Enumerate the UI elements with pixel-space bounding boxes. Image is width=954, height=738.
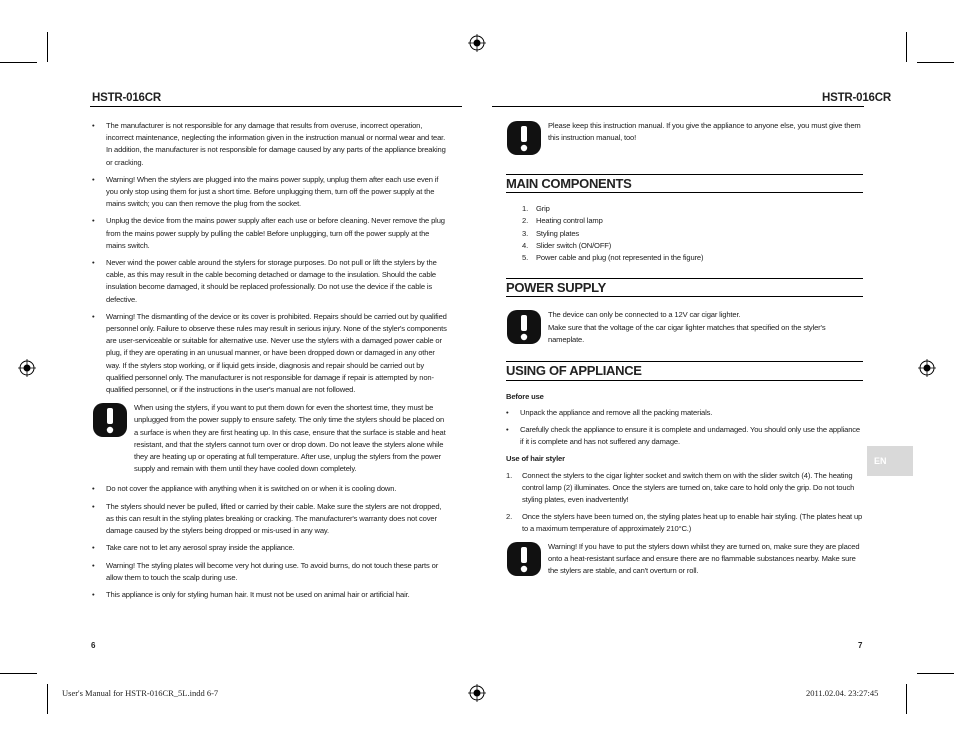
header-rule-right bbox=[492, 106, 864, 107]
list-item: • Warning! When the stylers are plugged into the mains power supply, unplug them after each use even if you only stop using them for just a short time. Before unplugging them, turn off the power supply at the mains switch; you can then remove the plug from the socket. bbox=[92, 174, 448, 211]
steps-list bbox=[506, 470, 863, 536]
crop-mark bbox=[47, 32, 48, 62]
components-list bbox=[506, 203, 863, 264]
page-header-model-left: HSTR-016CR bbox=[92, 92, 161, 104]
warning-text: Please keep this instruction manual. If you give the appliance to anyone else, you must give them this instruction manual, too! bbox=[548, 121, 861, 143]
crop-mark bbox=[0, 673, 37, 674]
crop-mark bbox=[47, 684, 48, 714]
footer-timestamp: 2011.02.04. 23:27:45 bbox=[806, 688, 879, 698]
exclamation-icon bbox=[506, 309, 542, 345]
warning-note bbox=[506, 541, 863, 581]
section-heading-main-components: MAIN COMPONENTS bbox=[506, 174, 863, 193]
subheading-use-of-hair-styler: Use of hair styler bbox=[506, 454, 565, 464]
warning-note bbox=[506, 309, 863, 349]
list-item: • Warning! The dismantling of the device or its cover is prohibited. Repairs should be carried out by qualified personnel only. Failure to observe these rules may result in serious injury. None of the styler's components are user-serviceable or suitable for alternative use. Never use the stylers with a damaged power cable or plug, if they are operating in an unusual manner, or have been dropped down or damaged in any other way. If the stylers stop working, or if liquid gets inside, diagnosis and repair should be carried out by qualified personnel only. The manufacturer is not responsible for damage if repair is attempted by non-qualified personnel, or if the instructions in the user's manual are not followed. bbox=[92, 311, 448, 396]
list-item: 3. Styling plates bbox=[522, 228, 580, 238]
page-header-model-right: HSTR-016CR bbox=[822, 92, 891, 104]
list-item: 4. Slider switch (ON/OFF) bbox=[522, 240, 612, 250]
list-item: 2. Once the stylers have been turned on, the styling plates heat up to enable hair styling. (The plates heat up to a maximum temperature of approximately 210°C.) bbox=[506, 512, 863, 534]
exclamation-icon bbox=[506, 541, 542, 577]
crop-mark bbox=[906, 32, 907, 62]
language-tab: EN bbox=[867, 446, 913, 476]
warning-text: Warning! If you have to put the stylers down whilst they are turned on, make sure they are placed onto a heat-resistant surface and ensure there are no flammable substances nearby. Make sure the stylers are stable, and can't overturn or roll. bbox=[548, 541, 860, 576]
registration-mark-icon bbox=[18, 359, 36, 377]
list-item: • Take care not to let any aerosol spray inside the appliance. bbox=[92, 542, 448, 554]
section-heading-power-supply: POWER SUPPLY bbox=[506, 278, 863, 297]
footer-file-info: User's Manual for HSTR-016CR_5L.indd 6-7 bbox=[62, 688, 219, 698]
crop-mark bbox=[917, 62, 954, 63]
list-item: • Carefully check the appliance to ensure it is complete and undamaged. You should only use the appliance if it is complete and has not suffered any damage. bbox=[506, 424, 863, 448]
warning-text: Make sure that the voltage of the car cigar lighter matches that specified on the styler's nameplate. bbox=[548, 322, 826, 344]
list-item: 1. Connect the stylers to the cigar lighter socket and switch them on with the slider switch (4). The heating control lamp (2) illuminates. Once the stylers are turned on, take care to hold only the grip. Do not touch styling plates, even inadvertently! bbox=[506, 470, 855, 505]
list-item: 1. Grip bbox=[522, 204, 550, 214]
crop-mark bbox=[906, 684, 907, 714]
warning-note bbox=[92, 402, 448, 475]
list-item: 5. Power cable and plug (not represented in the figure) bbox=[522, 253, 704, 263]
registration-mark-icon bbox=[468, 684, 486, 702]
list-item: • Do not cover the appliance with anything when it is switched on or when it is cooling down. bbox=[92, 483, 448, 495]
warning-note bbox=[506, 120, 863, 160]
list-item: • Unplug the device from the mains power supply after each use or before cleaning. Never remove the plug from the mains power supply by pulling the cable! Before unplugging, turn off the power supply at the mains switch. bbox=[92, 215, 448, 252]
section-heading-using-appliance: USING OF APPLIANCE bbox=[506, 361, 863, 380]
exclamation-icon bbox=[506, 120, 542, 156]
warning-text: The device can only be connected to a 12V car cigar lighter. bbox=[548, 310, 741, 320]
page-number-left: 6 bbox=[91, 641, 96, 650]
left-column bbox=[92, 120, 448, 606]
list-item: 2. Heating control lamp bbox=[522, 216, 603, 226]
crop-mark bbox=[0, 62, 37, 63]
registration-mark-icon bbox=[918, 359, 936, 377]
warning-text: When using the stylers, if you want to put them down for even the shortest time, they must be unplugged from the power supply to ensure safety. The only time the stylers should be placed on a surface is when they are first heating up. In this case, ensure that the surface is stable and heat resistant, and that the stylers cannot turn over or drop down. Do not leave the stylers alone while they are heating up or operating at full temperature. After use, unplug the stylers from the power supply and remain with them until they have cooled down completely. bbox=[134, 403, 446, 474]
subheading-before-use: Before use bbox=[506, 391, 544, 401]
registration-mark-icon bbox=[468, 34, 486, 52]
list-item: • The manufacturer is not responsible for any damage that results from overuse, incorrect operation, incorrect maintenance, neglecting the information given in the instruction manual or normal wear and tear. In addition, the manufacturer is not responsible for damage caused by any parts of the appliance breaking or cracking. bbox=[92, 120, 448, 169]
list-item: • The stylers should never be pulled, lifted or carried by their cable. Make sure the stylers are not dropped, as this can result in the styling plates breaking or cracking. The manufacturer's warranty does not cover damage caused by the stylers being dropped or mis-used in any way. bbox=[92, 501, 448, 538]
right-column bbox=[506, 120, 863, 589]
list-item: • This appliance is only for styling human hair. It must not be used on animal hair or artificial hair. bbox=[92, 589, 448, 601]
list-item: • Never wind the power cable around the stylers for storage purposes. Do not pull or lift the stylers by the cable, as this may result in the cable becoming detached or damage to the insulation. Should the cable insulation become damaged, it should be replaced professionally. Do not use the device if the cable is defective. bbox=[92, 257, 448, 306]
exclamation-icon bbox=[92, 402, 128, 438]
page-number-right: 7 bbox=[858, 641, 863, 650]
list-item: • Unpack the appliance and remove all the packing materials. bbox=[506, 407, 863, 419]
crop-mark bbox=[917, 673, 954, 674]
list-item: • Warning! The styling plates will become very hot during use. To avoid burns, do not touch these parts or allow them to touch the scalp during use. bbox=[92, 560, 448, 584]
header-rule-left bbox=[90, 106, 462, 107]
